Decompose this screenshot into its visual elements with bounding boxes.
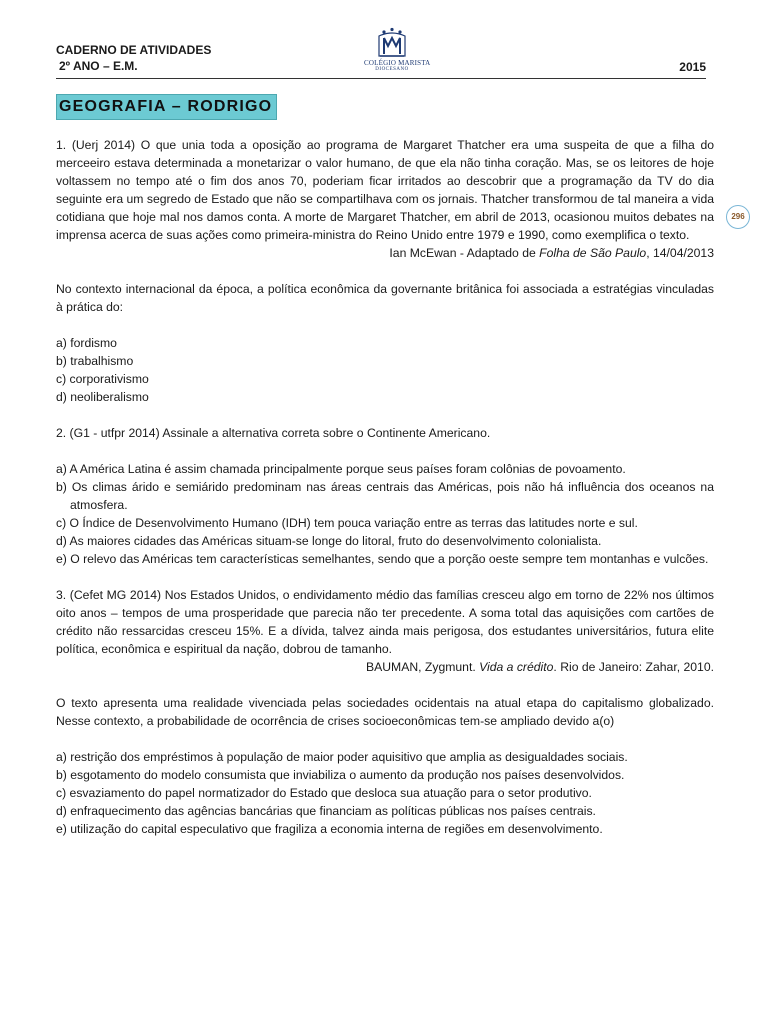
header-divider [56, 78, 706, 79]
q1-source [56, 244, 714, 262]
q3-option-e: e) utilização do capital especulativo que fragiliza a economia interna de regiões em desenvolvimento. [56, 822, 603, 836]
grade-label: 2º ANO – E.M. [59, 59, 138, 73]
q1-option-b: b) trabalhismo [56, 354, 134, 368]
q2-option-a: a) A América Latina é assim chamada principalmente porque seus países foram colônias de povoamento. [56, 462, 626, 476]
q2-option-e: e) O relevo das Américas tem características semelhantes, sendo que a porção oeste sempre tem montanhas e vulcões. [56, 552, 709, 566]
q3-option-c: c) esvaziamento do papel normatizador do Estado que desloca sua atuação para o setor produtivo. [56, 786, 592, 800]
q2-option-b: b) Os climas árido e semiárido predominam nas áreas centrais das Américas, pois não há influência dos oceanos na atmosfera. [56, 480, 714, 512]
header-year: 2015 [679, 60, 706, 74]
q3-source-title: Vida a crédito [479, 660, 554, 674]
questions-content [56, 136, 714, 838]
q3-option-d: d) enfraquecimento das agências bancárias que financiam as políticas públicas nos países centrais. [56, 804, 596, 818]
subject-banner: GEOGRAFIA – RODRIGO [56, 94, 277, 120]
notebook-title: CADERNO DE ATIVIDADES [56, 43, 212, 57]
q1-option-c: c) corporativismo [56, 372, 149, 386]
q1-prompt: No contexto internacional da época, a política econômica da governante britânica foi associada a estratégias vinculadas à prática do: [56, 282, 714, 314]
q1-source-date: , 14/04/2013 [646, 246, 714, 260]
marista-crest-icon [375, 26, 409, 58]
page-number-badge: 296 [726, 205, 750, 229]
q2-option-d: d) As maiores cidades das Américas situam-se longe do litoral, fruto do desenvolvimento colonialista. [56, 534, 602, 548]
q2-option-c: c) O Índice de Desenvolvimento Humano (IDH) tem pouca variação entre as terras das latitudes norte e sul. [56, 516, 638, 530]
header-left [56, 42, 211, 74]
q1-source-author: Ian McEwan - Adaptado de [389, 246, 540, 260]
q3-source-author: BAUMAN, Zygmunt. [366, 660, 480, 674]
q3-option-a: a) restrição dos empréstimos à população de maior poder aquisitivo que amplia as desigualdades sociais. [56, 750, 628, 764]
q3-prompt: O texto apresenta uma realidade vivenciada pelas sociedades ocidentais na atual etapa do capitalismo globalizado. Nesse contexto, a probabilidade de ocorrência de crises socioeconômicas tem-se ampliado devido a(o) [56, 696, 714, 728]
logo-school-name: COLÉGIO MARISTA [364, 59, 431, 67]
logo-subname: DIOCESANO [375, 67, 409, 72]
q2-text: 2. (G1 - utfpr 2014) Assinale a alternativa correta sobre o Continente Americano. [56, 426, 491, 440]
q3-option-b: b) esgotamento do modelo consumista que inviabiliza o aumento da produção nos países desenvolvidos. [56, 768, 625, 782]
q1-option-d: d) neoliberalismo [56, 390, 149, 404]
q3-source [56, 658, 714, 676]
q1-source-title: Folha de São Paulo [539, 246, 647, 260]
school-logo [364, 26, 431, 72]
q3-text: 3. (Cefet MG 2014) Nos Estados Unidos, o endividamento médio das famílias cresceu algo em torno de 22% nos últimos oito anos – tempos de uma prosperidade que parecia não ter precedente. A soma total das aquisições com cartões de crédito não ressarcidas cresceu 15%. E a dívida, talvez ainda mais perigosa, dos estudantes universitários, futura elite política, econômica e espiritual da nação, dobrou de tamanho. [56, 588, 714, 656]
page-header [56, 42, 706, 78]
q1-option-a: a) fordismo [56, 336, 117, 350]
q3-source-rest: . Rio de Janeiro: Zahar, 2010. [553, 660, 714, 674]
q1-text: 1. (Uerj 2014) O que unia toda a oposição ao programa de Margaret Thatcher era uma suspeita de que a filha do merceeiro estava determinada a monetarizar o valor humano, de que ela não tinha coração. Mas, se os leitores de hoje voltassem no tempo até o fim dos anos 70, poderiam ficar irritados ao descobrir que a programação da TV do dia seguinte era um segredo de Estado que não se compartilhava com os jornais. Thatcher transformou de tal maneira a vida cotidiana que hoje mal nos damos conta. A morte de Margaret Thatcher, em abril de 2013, ocasionou muitos debates na imprensa acerca de suas ações como primeira-ministra do Reino Unido entre 1979 e 1990, como exemplifica o texto. [56, 138, 714, 242]
